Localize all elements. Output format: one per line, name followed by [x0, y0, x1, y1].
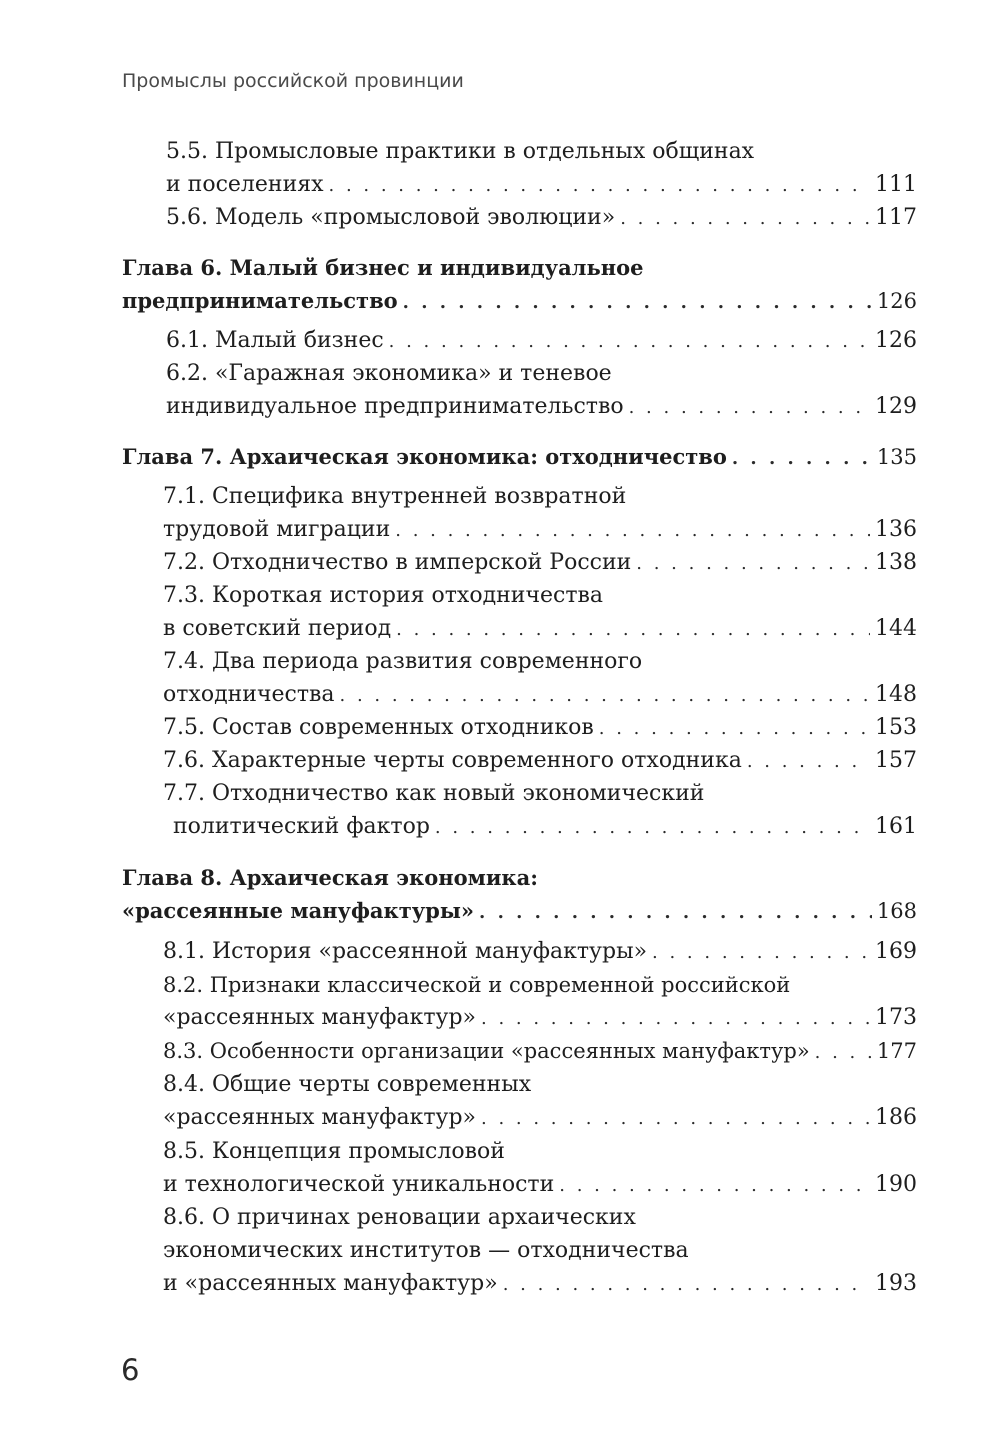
toc-entry-label: и поселениях — [166, 172, 324, 197]
toc-entry-label: индивидуальное предпринимательство — [166, 394, 624, 419]
toc-entry-8-5[interactable] — [163, 1168, 917, 1202]
leader-dots — [481, 1102, 870, 1136]
leader-dots — [815, 1036, 872, 1070]
toc-page-number: 135 — [876, 445, 917, 469]
leader-dots — [329, 169, 870, 203]
toc-entry-label: в советский период — [163, 616, 392, 641]
toc-chapter-7[interactable] — [122, 440, 917, 474]
toc-page-number: 177 — [876, 1039, 917, 1063]
toc-page-number: 126 — [876, 289, 917, 313]
leader-dots — [403, 286, 872, 320]
running-header: Промыслы российской провинции — [122, 70, 464, 92]
toc-page-number: 173 — [875, 1005, 917, 1030]
toc-entry-8-5-line1: 8.5. Концепция промысловой — [163, 1139, 505, 1164]
toc-entry-8-4-line1: 8.4. Общие черты современных — [163, 1072, 532, 1097]
toc-entry-label: 7.5. Состав современных отходников — [163, 715, 594, 740]
toc-entry-label: 8.3. Особенности организации «рассеянных мануфактур» — [163, 1039, 810, 1063]
toc-page-number: 138 — [875, 550, 917, 575]
toc-page-number: 190 — [875, 1172, 917, 1197]
toc-entry-8-2-line1: 8.2. Признаки классической и современной российской — [163, 973, 791, 997]
toc-page-number: 148 — [875, 682, 917, 707]
toc-entry-7-4[interactable] — [163, 678, 917, 712]
toc-chapter-6-line1: Глава 6. Малый бизнес и индивидуальное — [122, 255, 644, 280]
toc-page-number: 193 — [875, 1271, 917, 1296]
toc-entry-8-3[interactable] — [163, 1034, 917, 1068]
leader-dots — [652, 936, 870, 970]
toc-entry-7-6[interactable] — [163, 744, 917, 778]
toc-chapter-8-line1: Глава 8. Архаическая экономика: — [122, 865, 538, 890]
toc-entry-label: отходничества — [163, 682, 335, 707]
page-number: 6 — [121, 1353, 140, 1387]
toc-entry-label: 5.6. Модель «промысловой эволюции» — [166, 205, 616, 230]
toc-page-number: 136 — [875, 517, 917, 542]
toc-entry-label: «рассеянных мануфактур» — [163, 1105, 477, 1130]
toc-page-number: 129 — [875, 394, 917, 419]
toc-entry-6-1[interactable] — [166, 324, 917, 358]
toc-page-number: 161 — [875, 814, 917, 839]
toc-entry-label: и «рассеянных мануфактур» — [163, 1271, 498, 1296]
toc-page-number: 169 — [875, 939, 917, 964]
toc-entry-8-1[interactable] — [163, 935, 917, 969]
toc-entry-label: 7.6. Характерные черты современного отходника — [163, 748, 742, 773]
leader-dots — [340, 679, 871, 713]
toc-entry-label: трудовой миграции — [163, 517, 391, 542]
toc-page-number: 157 — [875, 748, 917, 773]
leader-dots — [396, 613, 870, 647]
toc-entry-6-2-line1: 6.2. «Гаражная экономика» и теневое — [166, 361, 612, 386]
toc-entry-7-7-line1: 7.7. Отходничество как новый экономический — [163, 781, 705, 806]
toc-entry-label: политический фактор — [173, 814, 430, 839]
toc-entry-5-6[interactable] — [166, 201, 917, 235]
toc-entry-8-4[interactable] — [163, 1101, 917, 1135]
toc-chapter-6[interactable] — [122, 284, 917, 318]
toc-entry-8-6-line2: экономических институтов — отходничества — [163, 1238, 689, 1263]
toc-entry-7-5[interactable] — [163, 711, 917, 745]
toc-entry-label: «рассеянных мануфактур» — [163, 1005, 477, 1030]
leader-dots — [435, 811, 870, 845]
toc-entry-8-2[interactable] — [163, 1001, 917, 1035]
leader-dots — [599, 712, 870, 746]
toc-entry-7-3[interactable] — [163, 612, 917, 646]
toc-entry-8-6-line1: 8.6. О причинах реновации архаических — [163, 1205, 636, 1230]
leader-dots — [503, 1268, 870, 1302]
leader-dots — [629, 391, 870, 425]
toc-chapter-8[interactable] — [122, 894, 917, 928]
leader-dots — [620, 202, 870, 236]
leader-dots — [481, 1002, 870, 1036]
leader-dots — [559, 1169, 870, 1203]
toc-entry-7-1-line1: 7.1. Специфика внутренней возвратной — [163, 484, 627, 509]
toc-entry-5-5-line1: 5.5. Промысловые практики в отдельных общинах — [166, 139, 755, 164]
toc-entry-label: Глава 7. Архаическая экономика: отходничество — [122, 444, 727, 469]
toc-page-number: 126 — [875, 328, 917, 353]
toc-page-number: 153 — [875, 715, 917, 740]
toc-entry-label: 7.2. Отходничество в имперской России — [163, 550, 632, 575]
toc-entry-8-6[interactable] — [163, 1267, 917, 1301]
leader-dots — [389, 325, 870, 359]
leader-dots — [747, 745, 870, 779]
toc-page-number: 168 — [876, 899, 917, 923]
toc-entry-label: и технологической уникальности — [163, 1172, 555, 1197]
toc-entry-label: «рассеянные мануфактуры» — [122, 898, 475, 923]
toc-entry-label: предпринимательство — [122, 288, 398, 313]
toc-entry-7-3-line1: 7.3. Короткая история отходничества — [163, 583, 603, 608]
toc-page-number: 144 — [875, 616, 917, 641]
toc-page-number: 111 — [875, 172, 917, 197]
leader-dots — [395, 514, 870, 548]
toc-entry-6-2[interactable] — [166, 390, 917, 424]
leader-dots — [479, 896, 872, 930]
toc-entry-7-7[interactable] — [173, 810, 917, 844]
toc-entry-7-2[interactable] — [163, 546, 917, 580]
toc-page-number: 186 — [875, 1105, 917, 1130]
toc-entry-7-4-line1: 7.4. Два периода развития современного — [163, 649, 643, 674]
leader-dots — [636, 547, 870, 581]
toc-entry-label: 6.1. Малый бизнес — [166, 328, 384, 353]
toc-entry-7-1[interactable] — [163, 513, 917, 547]
toc-entry-5-5[interactable] — [166, 168, 917, 202]
leader-dots — [732, 442, 872, 476]
toc-page-number: 117 — [875, 205, 917, 230]
toc-entry-label: 8.1. История «рассеянной мануфактуры» — [163, 939, 648, 964]
